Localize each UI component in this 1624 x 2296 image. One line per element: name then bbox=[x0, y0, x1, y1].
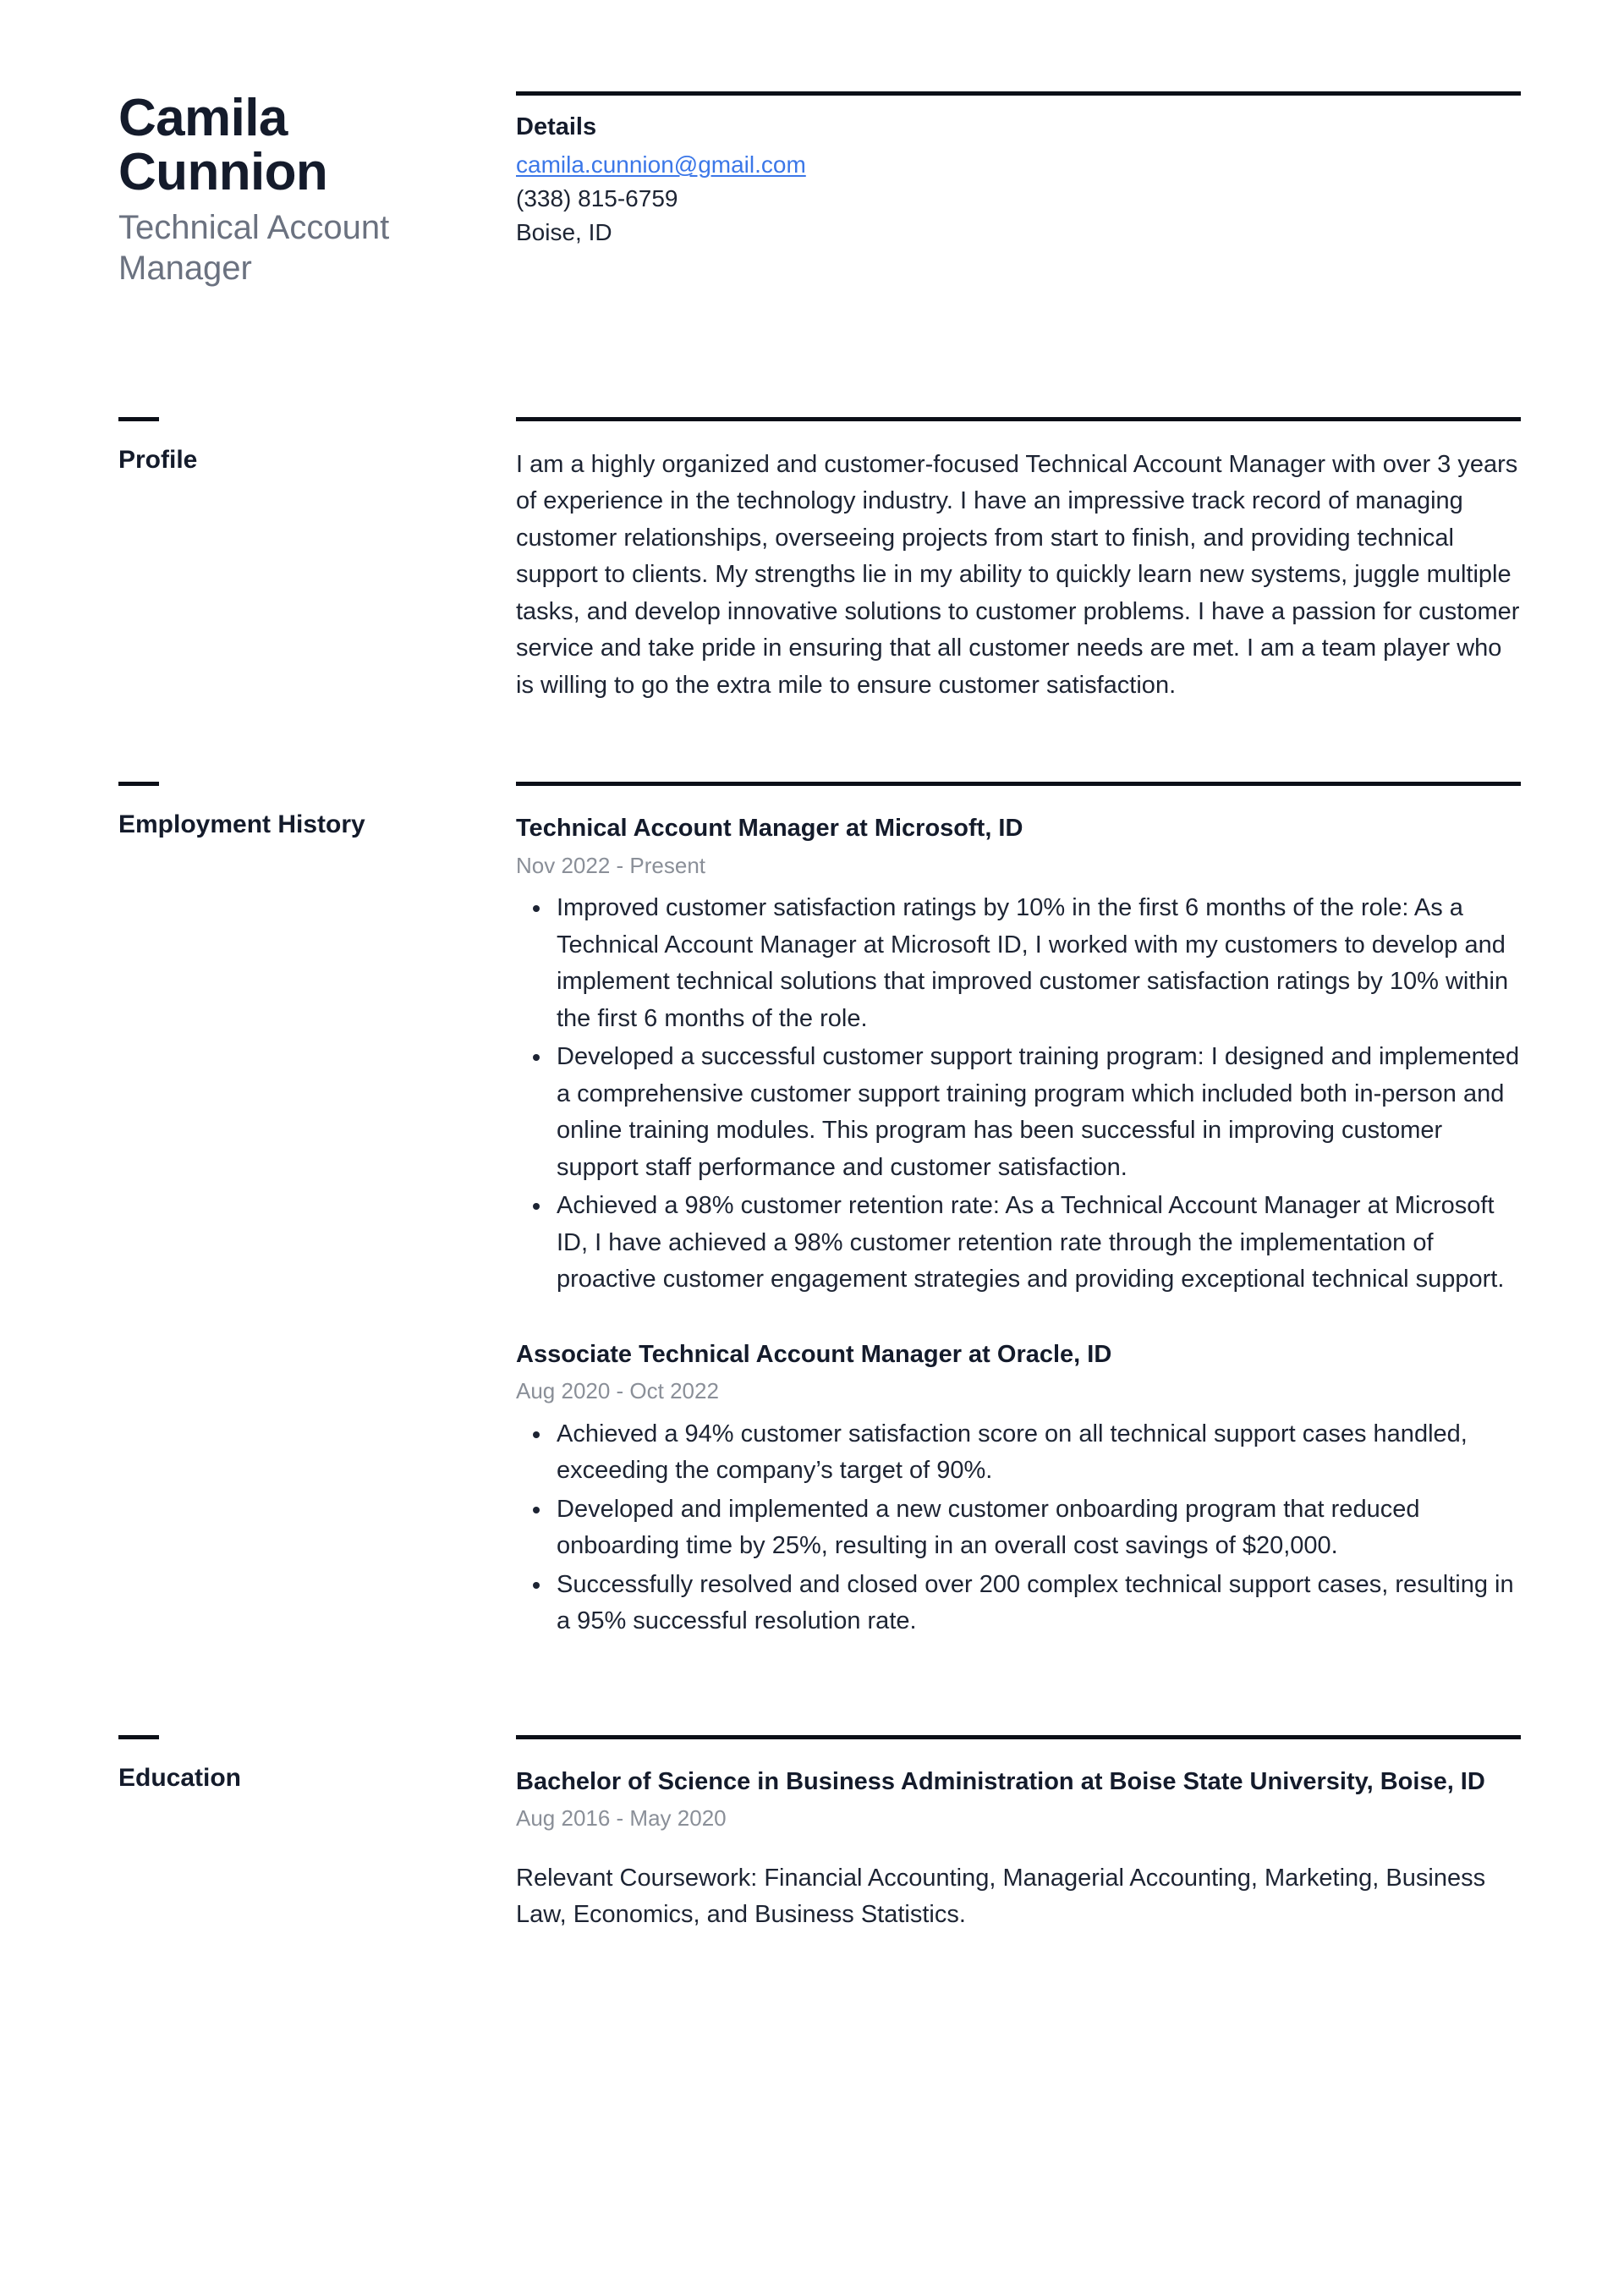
section-label-profile: Profile bbox=[118, 445, 198, 474]
page-title bbox=[118, 91, 398, 200]
employment-entry bbox=[516, 811, 1521, 1298]
email-link[interactable]: camila.cunnion@gmail.com bbox=[516, 151, 806, 179]
list-item: Improved customer satisfaction ratings by 10% in the first 6 months of the role: As a Technical Account Manager at Microsoft ID, I worked with my customers to develop and implement technical solutions that improved customer satisfaction ratings by 10% within the first 6 months of the role. bbox=[555, 890, 1521, 1037]
location-value: Boise, ID bbox=[516, 218, 612, 245]
job-title-subtitle: Technical Account Manager bbox=[118, 208, 390, 287]
education-entry-description: Relevant Coursework: Financial Accounting, Managerial Accounting, Marketing, Business Law, Economics, and Business Statistics. bbox=[516, 1864, 1486, 1929]
education-content-column bbox=[516, 1735, 1624, 1937]
education-entry-date: Aug 2016 - May 2020 bbox=[516, 1804, 727, 1831]
list-item: Developed a successful customer support training program: I designed and implemented a comprehensive customer support training program which included both in-person and online training modules. This program has been successful in improving customer support staff performance and customer satisfaction. bbox=[555, 1039, 1521, 1186]
list-item: Achieved a 94% customer satisfaction score on all technical support cases handled, exceeding the company’s target of 90%. bbox=[555, 1416, 1521, 1490]
list-item: Achieved a 98% customer retention rate: As a Technical Account Manager at Microsoft ID, I have achieved a 98% customer retention rate through the implementation of proactive customer engagement strategies and providing exceptional technical support. bbox=[555, 1188, 1521, 1299]
details-block bbox=[516, 96, 1521, 249]
phone-value: (338) 815-6759 bbox=[516, 184, 678, 211]
section-label-employment: Employment History bbox=[118, 810, 365, 839]
first-name: Camila bbox=[118, 89, 288, 147]
profile-body-wrapper bbox=[516, 421, 1521, 705]
education-entry bbox=[516, 1765, 1521, 1934]
employment-label-column bbox=[0, 782, 516, 840]
employment-entry-bullets bbox=[516, 890, 1521, 1299]
employment-section bbox=[0, 782, 1624, 1643]
list-item: Developed and implemented a new customer onboarding program that reduced onboarding time by 25%, resulting in an overall cost savings of $20,000. bbox=[555, 1491, 1521, 1565]
education-section bbox=[0, 1735, 1624, 1937]
employment-entry-title: Associate Technical Account Manager at Oracle, ID bbox=[516, 1340, 1112, 1368]
employment-entries bbox=[516, 786, 1521, 1640]
employment-label-marker bbox=[118, 782, 159, 786]
section-label-education: Education bbox=[118, 1763, 242, 1792]
employment-entry-bullets bbox=[516, 1416, 1521, 1640]
employment-entry bbox=[516, 1338, 1521, 1640]
header-section bbox=[0, 0, 1624, 288]
education-entry-title: Bachelor of Science in Business Administration at Boise State University, Boise, ID bbox=[516, 1767, 1485, 1795]
last-name: Cunnion bbox=[118, 143, 328, 202]
employment-entry-date: Aug 2020 - Oct 2022 bbox=[516, 1377, 719, 1403]
email-row bbox=[516, 148, 1521, 182]
employment-content-column bbox=[516, 782, 1624, 1643]
profile-text: I am a highly organized and customer-focused Technical Account Manager with over 3 years of experience in the technology industry. I have an impressive track record of managing customer relationships, overseeing projects from start to finish, and providing technical support to clients. My strengths lie in my ability to quickly learn new systems, juggle multiple tasks, and develop innovative solutions to customer problems. I have a passion for customer service and take pride in ensuring that all customer needs are met. I am a team player who is willing to go the extra mile to ensure customer satisfaction. bbox=[516, 450, 1520, 699]
profile-label-column bbox=[0, 417, 516, 475]
profile-section bbox=[0, 417, 1624, 705]
list-item: Successfully resolved and closed over 200 complex technical support cases, resulting in a 95% successful resolution rate. bbox=[555, 1567, 1521, 1640]
education-entries bbox=[516, 1739, 1521, 1934]
details-heading: Details bbox=[516, 113, 597, 140]
header-identity bbox=[0, 91, 516, 288]
profile-content-column bbox=[516, 417, 1624, 705]
employment-entry-date: Nov 2022 - Present bbox=[516, 852, 706, 878]
profile-label-marker bbox=[118, 417, 159, 421]
education-label-marker bbox=[118, 1735, 159, 1739]
details-column bbox=[516, 91, 1624, 249]
employment-entry-title: Technical Account Manager at Microsoft, ID bbox=[516, 815, 1023, 843]
education-label-column bbox=[0, 1735, 516, 1793]
